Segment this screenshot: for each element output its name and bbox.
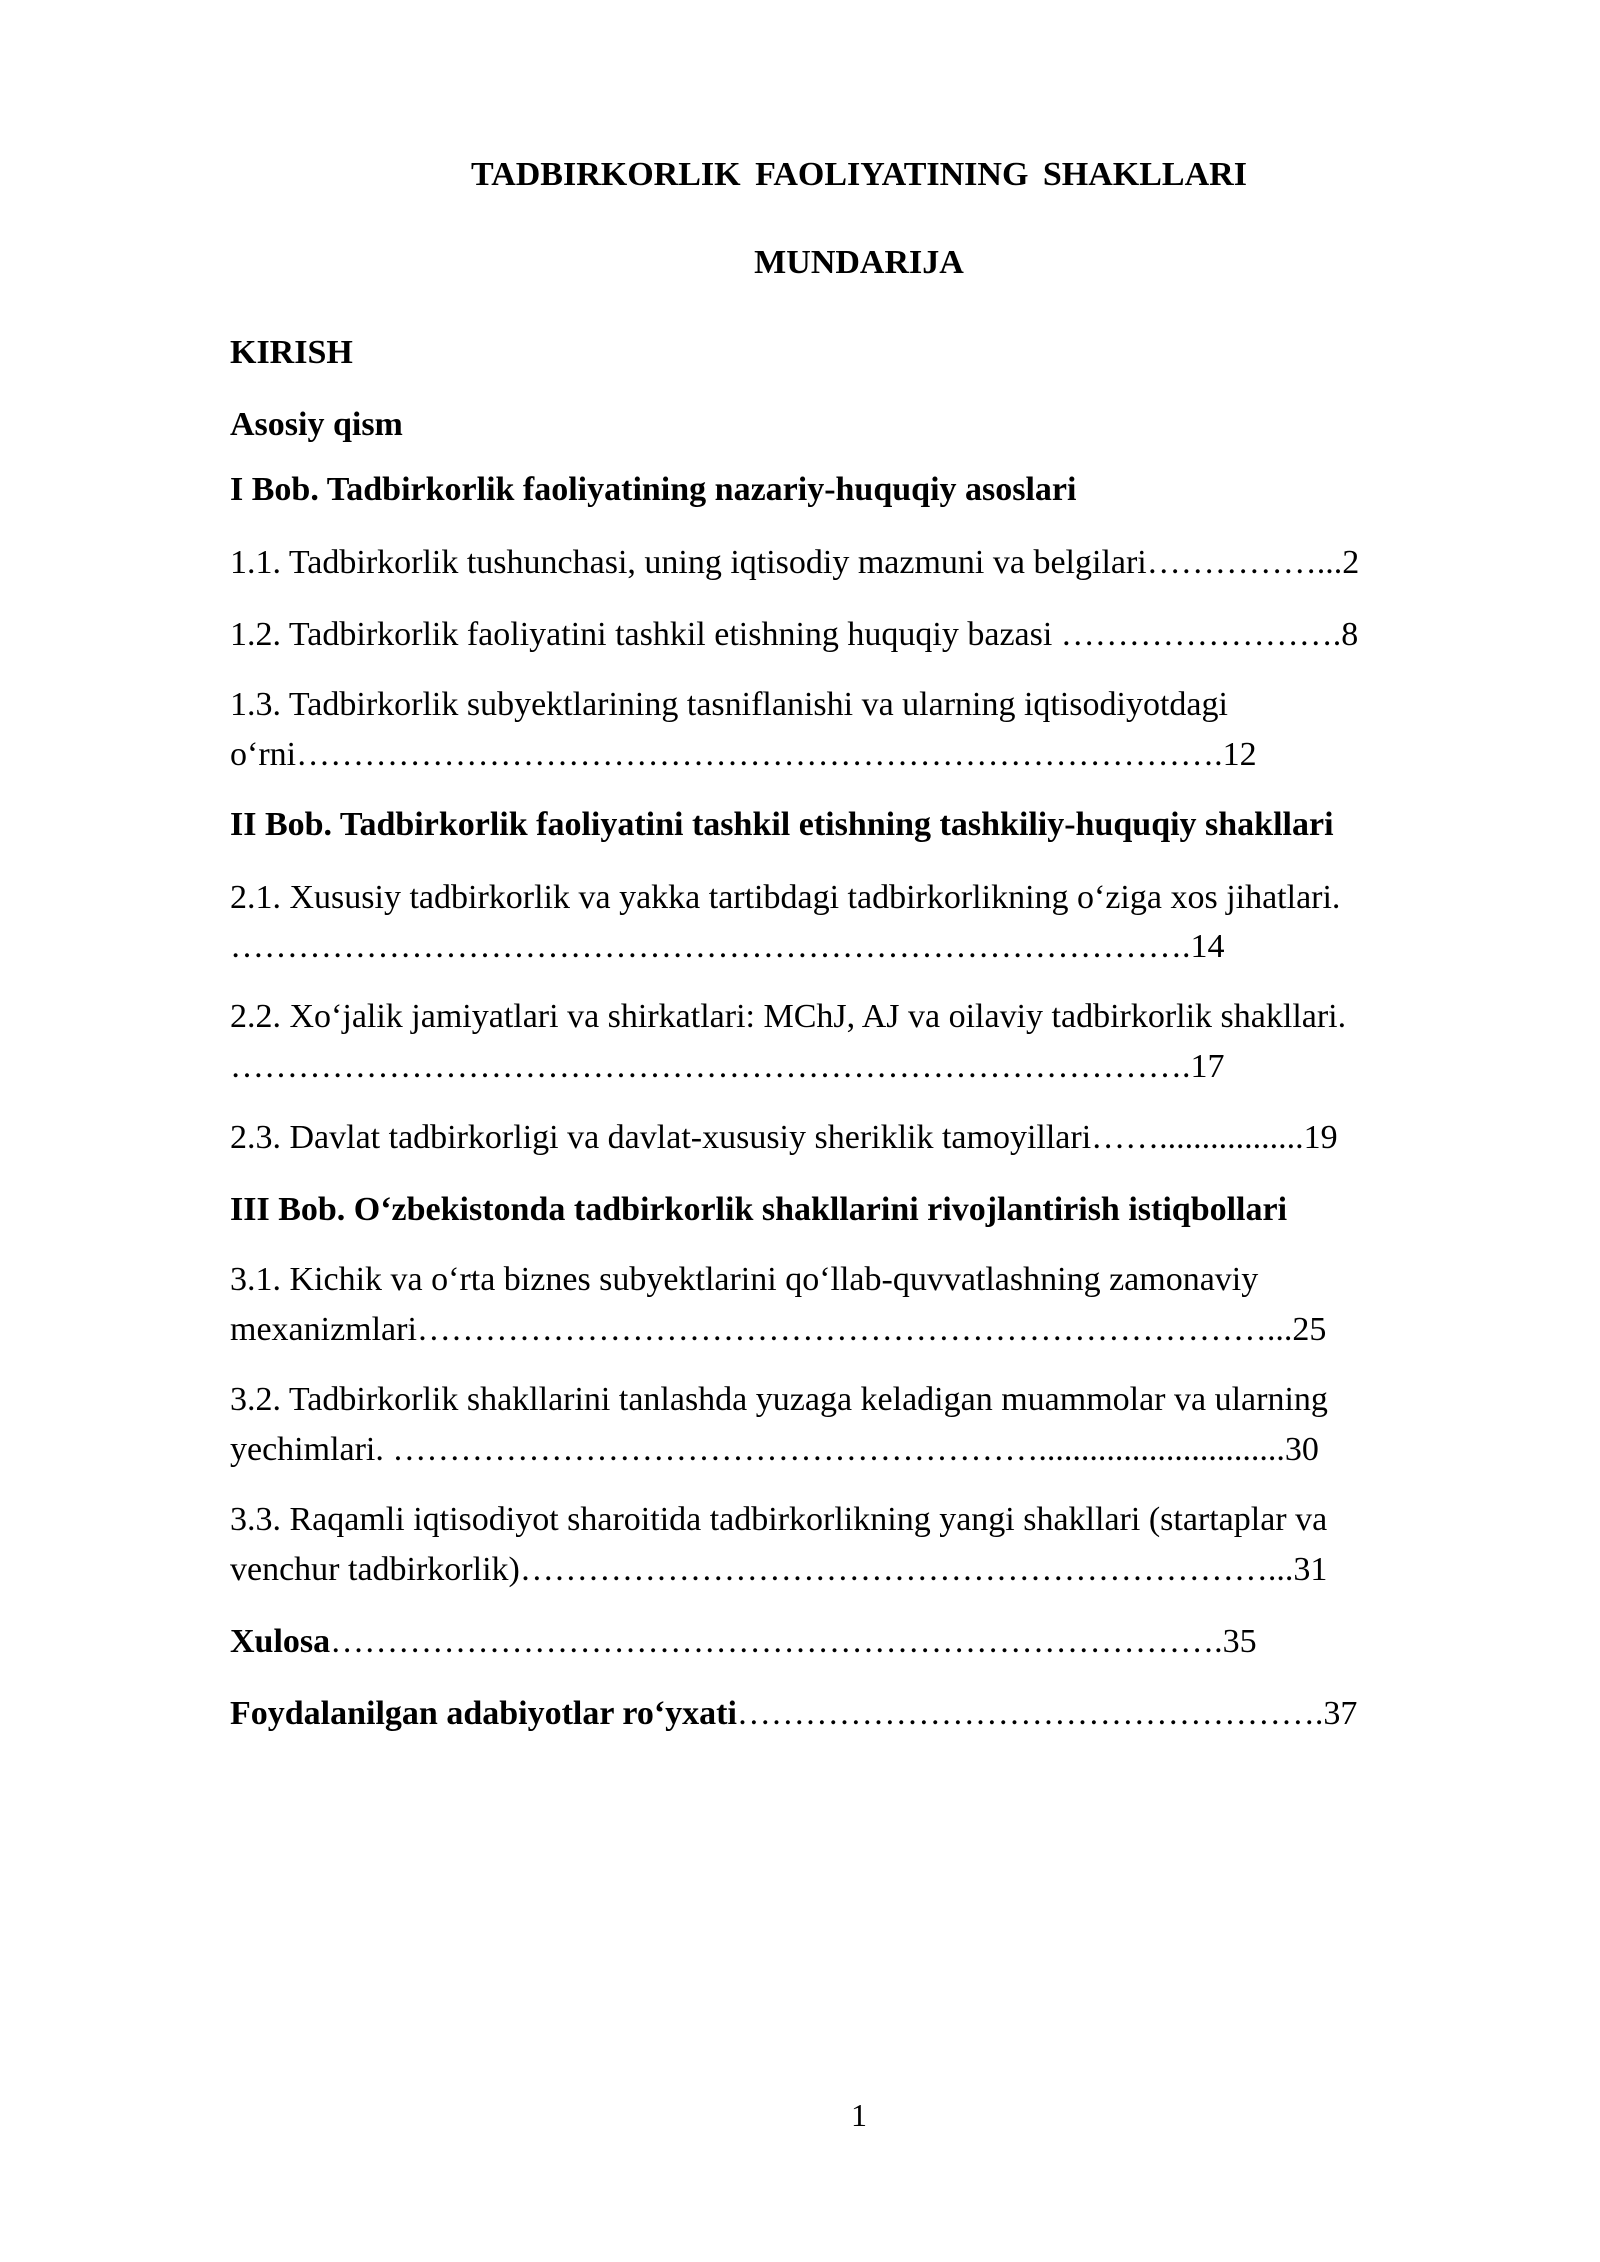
toc-chapter-1: I Bob. Tadbirkorlik faoliyatining nazariy-huquqiy asoslari (230, 471, 1077, 508)
toc-references-label: Foydalanilgan adabiyotlar ro‘yxati (230, 1695, 737, 1732)
document-title: TADBIRKORLIK FAOLIYATINING SHAKLLARI (471, 156, 1247, 193)
toc-references-leader: …………………………………………….37 (736, 1695, 1358, 1732)
toc-chapter-2: II Bob. Tadbirkorlik faoliyatini tashkil etishning tashkiliy-huquqiy shakllari (230, 806, 1334, 843)
toc-item-2-1: 2.1. Xususiy tadbirkorlik va yakka tartibdagi tadbirkorlikning o‘ziga xos jihatlari. (230, 879, 1341, 916)
toc-item-3-2: 3.2. Tadbirkorlik shakllarini tanlashda yuzaga keladigan muammolar va ularning (230, 1381, 1328, 1418)
toc-item-1-3: 1.3. Tadbirkorlik subyektlarining tasniflanishi va ularning iqtisodiyotdagi (230, 686, 1228, 723)
toc-conclusion-leader: …………………………………………………………………….35 (330, 1623, 1257, 1660)
toc-item-3-1-cont: mexanizmlari…………………………………………………………………...25 (230, 1311, 1327, 1348)
toc-item-3-3-cont: venchur tadbirkorlik)…………………………………………………………...31 (230, 1551, 1328, 1588)
toc-item-2-2: 2.2. Xo‘jalik jamiyatlari va shirkatlari: MChJ, AJ va oilaviy tadbirkorlik shakllari. (230, 998, 1347, 1035)
toc-item-2-3: 2.3. Davlat tadbirkorligi va davlat-xususiy sheriklik tamoyillari…….................19 (230, 1119, 1338, 1156)
toc-conclusion (230, 1617, 1488, 1667)
toc-item-2-2-cont: ………………………………………………………………………….17 (230, 1048, 1225, 1085)
toc-item-3-2-cont: yechimlari. ………………………………………………….............................30 (230, 1431, 1319, 1468)
toc-item-3-3: 3.3. Raqamli iqtisodiyot sharoitida tadbirkorlikning yangi shakllari (startaplar va (230, 1501, 1328, 1538)
toc-item-2-1-cont: ………………………………………………………………………….14 (230, 928, 1225, 965)
toc-item-1-3-cont: o‘rni……………………………………………………………………….12 (230, 736, 1257, 773)
document-page (230, 0, 1488, 2262)
toc-chapter-3: III Bob. O‘zbekistonda tadbirkorlik shakllarini rivojlantirish istiqbollari (230, 1191, 1288, 1228)
toc-kirish: KIRISH (230, 334, 353, 371)
toc-item-1-1: 1.1. Tadbirkorlik tushunchasi, uning iqtisodiy mazmuni va belgilari……………...2 (230, 544, 1360, 581)
toc-heading: MUNDARIJA (754, 244, 964, 281)
page-number: 1 (851, 2097, 867, 2133)
toc-asosiy-qism: Asosiy qism (230, 406, 403, 443)
toc-item-3-1: 3.1. Kichik va o‘rta biznes subyektlarini qo‘llab-quvvatlashning zamonaviy (230, 1261, 1259, 1298)
toc-item-1-2: 1.2. Tadbirkorlik faoliyatini tashkil etishning huquqiy bazasi …………………….8 (230, 616, 1359, 653)
toc-conclusion-label: Xulosa (230, 1623, 331, 1660)
toc-references (230, 1689, 1488, 1739)
